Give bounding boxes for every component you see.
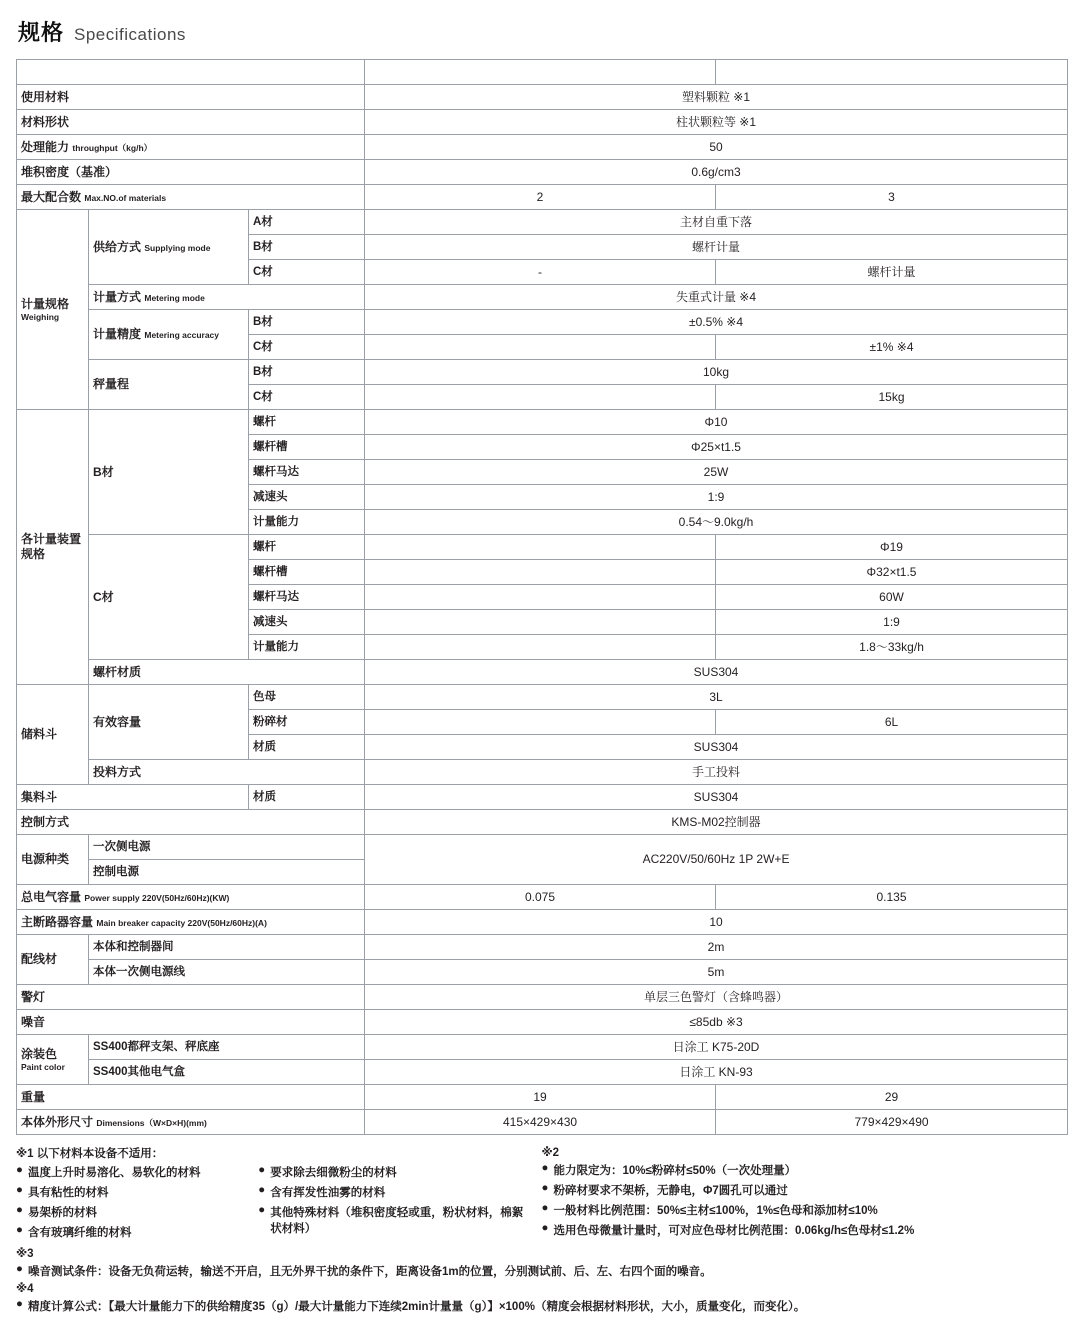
note-text: 具有粘性的材料 <box>27 1187 109 1199</box>
row-label-feeding-mode: 投料方式 <box>89 760 365 785</box>
row-value-capacity-crushed-2ks <box>365 710 716 735</box>
table-row <box>17 935 1068 960</box>
throughput-label-cn: 处理能力 <box>21 139 70 154</box>
note-text: 噪音测试条件：设备无负荷运转，输送不开启，且无外界干扰的条件下，距离设备1m的位置，分别测试前、后、左、右四个面的噪音。 <box>27 1266 712 1278</box>
bullet-icon: ● <box>16 1184 23 1196</box>
note-text: 含有玻璃纤维的材料 <box>27 1227 132 1239</box>
bullet-icon: ● <box>258 1164 266 1176</box>
sub-label-screw-motor: 螺杆马达 <box>249 585 365 610</box>
row-label-material-shape: 材料形状 <box>17 110 365 135</box>
bullet-icon: ● <box>16 1224 23 1236</box>
row-value-c-capacity-3ks: 1.8～33kg/h <box>716 635 1068 660</box>
row-label-power-type: 电源种类 <box>17 835 89 885</box>
row-label-screw-material: 螺杆材质 <box>89 660 365 685</box>
notes-section <box>16 1145 1067 1244</box>
row-value-c-reducer-3ks: 1:9 <box>716 610 1068 635</box>
sub-label-metering-capacity: 计量能力 <box>249 510 365 535</box>
specifications-table <box>16 59 1068 1135</box>
table-row <box>17 785 1068 810</box>
row-value-noise: ≤85db ※3 <box>365 1010 1068 1035</box>
note-item <box>16 1204 258 1220</box>
row-value-capacity-crushed-3ks: 6L <box>716 710 1068 735</box>
table-row <box>17 85 1068 110</box>
note4-section <box>16 1281 1067 1314</box>
note-text: 一般材料比例范围：50%≤主材≤100%，1%≤色母和添加材≤10% <box>553 1205 878 1217</box>
page-title-cn: 规格 <box>18 20 65 45</box>
row-value-c-screw-3ks: Φ19 <box>716 535 1068 560</box>
page-title-en: Specifications <box>74 25 186 44</box>
sub-label-reducer: 减速头 <box>249 485 365 510</box>
row-value-weight-3ks: 29 <box>716 1085 1068 1110</box>
table-row <box>17 310 1068 335</box>
row-value-max-materials-3ks: 3 <box>716 185 1068 210</box>
notes-right <box>542 1145 1068 1244</box>
row-value-material-shape: 柱状颗粒等 ※1 <box>365 110 1068 135</box>
row-label-wiring: 配线材 <box>17 935 89 985</box>
note1-column-a <box>16 1164 258 1244</box>
row-label-max-materials <box>17 185 365 210</box>
max-materials-label-cn: 最大配合数 <box>21 189 82 204</box>
group-label-hopper: 储料斗 <box>17 685 89 785</box>
header-model-label: 型号/Model <box>17 60 365 85</box>
group-label-metering-devices: 各计量装置规格 <box>17 410 89 685</box>
row-value-c-screw-groove-3ks: Φ32×t1.5 <box>716 560 1068 585</box>
note-item <box>16 1298 1067 1314</box>
throughput-label-en: throughput（kg/h） <box>72 142 153 153</box>
row-value-b-screw: Φ10 <box>365 410 1068 435</box>
row-label-material-used: 使用材料 <box>17 85 365 110</box>
note-item <box>542 1222 1058 1238</box>
note-text: 选用色母微量计量时，可对应色母材比例范围：0.06kg/h≤色母材≤1.2% <box>553 1225 915 1237</box>
header-col-lwk50-2ks: LWK-50/2-KS <box>365 60 716 85</box>
bullet-icon: ● <box>541 1182 549 1194</box>
sub-label-screw: 螺杆 <box>249 535 365 560</box>
row-value-material-used: 塑料颗粒 ※1 <box>365 85 1068 110</box>
sub-label-a-material: A材 <box>249 210 365 235</box>
row-value-c-screw-2ks <box>365 535 716 560</box>
bullet-icon: ● <box>16 1263 23 1275</box>
row-label-metering-mode <box>89 285 365 310</box>
row-label-main-breaker <box>17 910 365 935</box>
note4-head: ※4 <box>16 1283 34 1295</box>
table-row <box>17 660 1068 685</box>
note-text: 其他特殊材料（堆积密度轻或重，粉状材料，棉絮状材料） <box>270 1207 524 1235</box>
row-label-b-material: B材 <box>89 410 249 535</box>
row-value-max-materials-2ks: 2 <box>365 185 716 210</box>
note-item <box>258 1204 531 1236</box>
row-value-wiring-body-controller: 2m <box>365 935 1068 960</box>
total-power-label-en: Power supply 220V(50Hz/60Hz)(KW) <box>84 892 230 903</box>
row-value-accuracy-c-3ks: ±1% ※4 <box>716 335 1068 360</box>
row-label-dimensions <box>17 1110 365 1135</box>
metering-accuracy-label-en: Metering accuracy <box>144 330 220 340</box>
sub-label-c-material: C材 <box>249 260 365 285</box>
note-item <box>16 1184 258 1200</box>
table-row <box>17 160 1068 185</box>
row-value-screw-material: SUS304 <box>365 660 1068 685</box>
table-row <box>17 1035 1068 1060</box>
weighing-label-en: Weighing <box>21 311 60 322</box>
dimensions-label-cn: 本体外形尺寸 <box>21 1114 94 1129</box>
note-item <box>16 1224 258 1240</box>
row-label-metering-accuracy <box>89 310 249 360</box>
table-row <box>17 760 1068 785</box>
note-text: 要求除去细微粉尘的材料 <box>270 1167 397 1179</box>
bullet-icon: ● <box>541 1202 549 1214</box>
row-label-weight: 重量 <box>17 1085 365 1110</box>
row-value-metering-mode: 失重式计量 ※4 <box>365 285 1068 310</box>
table-row <box>17 1085 1068 1110</box>
row-label-noise: 噪音 <box>17 1010 365 1035</box>
bullet-icon: ● <box>16 1298 23 1310</box>
row-label-weigh-range: 秤量程 <box>89 360 249 410</box>
note3-head: ※3 <box>16 1248 34 1260</box>
sub-label-c-material: C材 <box>249 385 365 410</box>
row-value-c-capacity-2ks <box>365 635 716 660</box>
sub-label-primary-power: 一次侧电源 <box>89 835 365 860</box>
bullet-icon: ● <box>258 1184 266 1196</box>
note-text: 易架桥的材料 <box>27 1207 97 1219</box>
sub-label-ss400-frame: SS400都秤支架、秤底座 <box>89 1035 365 1060</box>
row-value-accuracy-c-2ks <box>365 335 716 360</box>
row-label-c-material: C材 <box>89 535 249 660</box>
table-row <box>17 110 1068 135</box>
sub-label-b-material: B材 <box>249 360 365 385</box>
row-label-supply-mode <box>89 210 249 285</box>
note-item <box>542 1162 1058 1178</box>
note-item <box>258 1164 531 1180</box>
metering-mode-label-en: Metering mode <box>144 292 205 303</box>
row-value-b-screw-motor: 25W <box>365 460 1068 485</box>
note-item <box>16 1164 258 1180</box>
row-value-c-screw-motor-2ks <box>365 585 716 610</box>
sub-label-reducer: 减速头 <box>249 610 365 635</box>
note-item <box>542 1202 1058 1218</box>
note2-head: ※2 <box>541 1147 560 1159</box>
table-row <box>17 135 1068 160</box>
dimensions-label-en: Dimensions（W×D×H)(mm) <box>96 1117 207 1128</box>
row-value-alarm-lamp: 单层三色警灯（含蜂鸣器） <box>365 985 1068 1010</box>
row-value-bulk-density: 0.6g/cm3 <box>365 160 1068 185</box>
max-materials-label-en: Max.NO.of materials <box>84 192 167 203</box>
header-col-lwk50-3ks: LWK-50/3-KS <box>716 60 1068 85</box>
sub-label-ss400-electric-box: SS400其他电气盒 <box>89 1060 365 1085</box>
sub-label-screw: 螺杆 <box>249 410 365 435</box>
table-row <box>17 1060 1068 1085</box>
note1-head: ※1 以下材料本设备不适用： <box>16 1148 164 1160</box>
row-value-weigh-range-b: 10kg <box>365 360 1068 385</box>
paint-color-label-en: Paint color <box>21 1061 65 1072</box>
row-value-total-power-3ks: 0.135 <box>716 885 1068 910</box>
page-title <box>16 14 1067 59</box>
table-row <box>17 210 1068 235</box>
note-text: 能力限定为：10%≤粉碎材≤50%（一次处理量） <box>553 1165 797 1177</box>
note-item <box>258 1184 531 1200</box>
row-value-supply-b: 螺杆计量 <box>365 235 1068 260</box>
table-row <box>17 1010 1068 1035</box>
bullet-icon: ● <box>16 1164 23 1176</box>
row-value-dimensions-2ks: 415×429×430 <box>365 1110 716 1135</box>
row-value-main-breaker: 10 <box>365 910 1068 935</box>
row-value-accuracy-b: ±0.5% ※4 <box>365 310 1068 335</box>
total-power-label-cn: 总电气容量 <box>21 889 82 904</box>
row-value-weigh-range-c-3ks: 15kg <box>716 385 1068 410</box>
sub-label-screw-groove: 螺杆槽 <box>249 560 365 585</box>
sub-label-b-material: B材 <box>249 310 365 335</box>
sub-label-metering-capacity: 计量能力 <box>249 635 365 660</box>
metering-accuracy-label-cn: 计量精度 <box>93 327 142 341</box>
row-label-effective-capacity: 有效容量 <box>89 685 249 760</box>
row-label-paint-color <box>17 1035 89 1085</box>
table-row <box>17 885 1068 910</box>
row-value-total-power-2ks: 0.075 <box>365 885 716 910</box>
row-value-control-mode: KMS-M02控制器 <box>365 810 1068 835</box>
note-text: 精度计算公式：【最大计量能力下的供给精度35（g）/最大计量能力下连续2min计量量（g）】×100%（精度会根据材料形状，大小，质量变化，而变化）。 <box>27 1301 806 1313</box>
table-row <box>17 910 1068 935</box>
row-value-c-screw-groove-2ks <box>365 560 716 585</box>
table-header-row <box>17 60 1068 85</box>
supply-mode-label-cn: 供给方式 <box>93 239 142 254</box>
sub-label-control-power: 控制电源 <box>89 860 365 885</box>
row-value-power-type: AC220V/50/60Hz 1P 2W+E <box>365 835 1068 885</box>
note-item <box>542 1182 1058 1198</box>
row-value-feeding-mode: 手工投料 <box>365 760 1068 785</box>
row-value-capacity-masterbatch: 3L <box>365 685 1068 710</box>
table-row <box>17 835 1068 860</box>
group-label-weighing <box>17 210 89 410</box>
row-value-supply-c-2ks: - <box>365 260 716 285</box>
table-row <box>17 985 1068 1010</box>
bullet-icon: ● <box>541 1162 549 1174</box>
sub-label-c-material: C材 <box>249 335 365 360</box>
main-breaker-label-cn: 主断路器容量 <box>21 914 94 929</box>
note3-section <box>16 1246 1067 1279</box>
notes-left <box>16 1145 542 1244</box>
row-value-supply-a: 主材自重下落 <box>365 210 1068 235</box>
weighing-label-cn: 计量规格 <box>21 296 70 311</box>
bullet-icon: ● <box>541 1222 549 1234</box>
sub-label-material-quality: 材质 <box>249 785 365 810</box>
sub-label-body-controller-wire: 本体和控制器间 <box>89 935 365 960</box>
note1-column-b <box>258 1164 531 1244</box>
paint-color-label-cn: 涂装色 <box>21 1046 58 1061</box>
supply-mode-label-en: Supplying mode <box>144 242 211 253</box>
row-value-b-reducer: 1:9 <box>365 485 1068 510</box>
row-label-alarm-lamp: 警灯 <box>17 985 365 1010</box>
row-value-b-capacity: 0.54～9.0kg/h <box>365 510 1068 535</box>
note-text: 含有挥发性油雾的材料 <box>270 1187 386 1199</box>
table-row <box>17 285 1068 310</box>
row-value-c-reducer-2ks <box>365 610 716 635</box>
row-value-b-screw-groove: Φ25×t1.5 <box>365 435 1068 460</box>
sub-label-crushed-material: 粉碎材 <box>249 710 365 735</box>
metering-mode-label-cn: 计量方式 <box>93 289 142 304</box>
main-breaker-label-en: Main breaker capacity 220V(50Hz/60Hz)(A) <box>96 917 267 928</box>
table-row <box>17 960 1068 985</box>
sub-label-screw-groove: 螺杆槽 <box>249 435 365 460</box>
note-text: 温度上升时易溶化、易软化的材料 <box>27 1167 201 1179</box>
row-value-weigh-range-c-2ks <box>365 385 716 410</box>
table-row <box>17 685 1068 710</box>
row-label-collect-hopper: 集料斗 <box>17 785 249 810</box>
bullet-icon: ● <box>16 1204 23 1216</box>
row-label-control-mode: 控制方式 <box>17 810 365 835</box>
table-row <box>17 1110 1068 1135</box>
sub-label-primary-power-wire: 本体一次侧电源线 <box>89 960 365 985</box>
sub-label-screw-motor: 螺杆马达 <box>249 460 365 485</box>
row-value-dimensions-3ks: 779×429×490 <box>716 1110 1068 1135</box>
row-value-supply-c-3ks: 螺杆计量 <box>716 260 1068 285</box>
table-row <box>17 810 1068 835</box>
row-value-paint-frame: 日涂工 K75-20D <box>365 1035 1068 1060</box>
row-value-paint-electric-box: 日涂工 KN-93 <box>365 1060 1068 1085</box>
row-label-throughput <box>17 135 365 160</box>
sub-label-material-quality: 材质 <box>249 735 365 760</box>
table-row <box>17 535 1068 560</box>
table-row <box>17 360 1068 385</box>
row-value-c-screw-motor-3ks: 60W <box>716 585 1068 610</box>
row-label-bulk-density: 堆积密度（基准） <box>17 160 365 185</box>
row-label-total-power <box>17 885 365 910</box>
row-value-wiring-primary-power: 5m <box>365 960 1068 985</box>
sub-label-masterbatch: 色母 <box>249 685 365 710</box>
row-value-weight-2ks: 19 <box>365 1085 716 1110</box>
note-item <box>16 1263 1067 1279</box>
note-text: 粉碎材要求不架桥，无静电，Φ7圆孔可以通过 <box>553 1185 788 1197</box>
sub-label-b-material: B材 <box>249 235 365 260</box>
row-value-throughput: 50 <box>365 135 1068 160</box>
row-value-collect-hopper: SUS304 <box>365 785 1068 810</box>
table-row <box>17 185 1068 210</box>
table-row <box>17 410 1068 435</box>
row-value-capacity-quality: SUS304 <box>365 735 1068 760</box>
bullet-icon: ● <box>258 1204 266 1216</box>
